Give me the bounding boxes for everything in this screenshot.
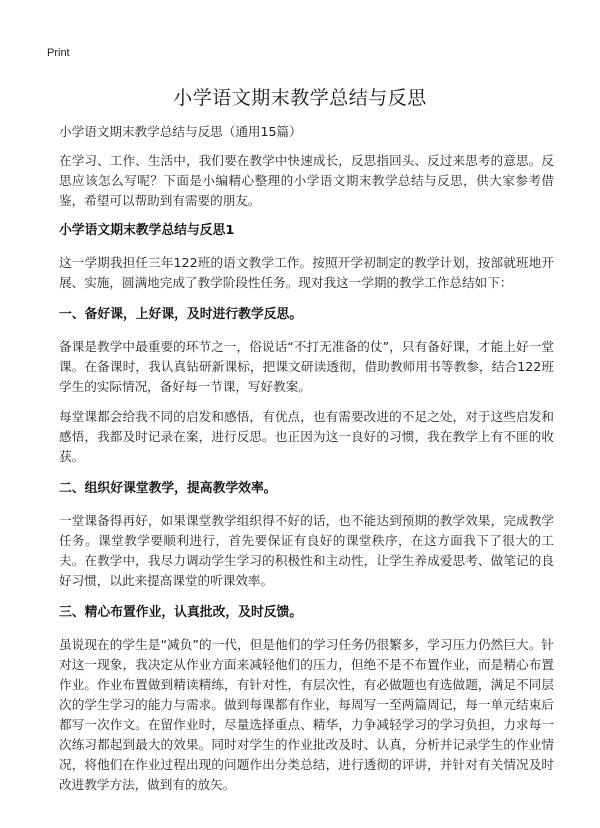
heading-2: 二、组织好课堂教学，提高教学效率。 [59,481,277,496]
paragraph-1b: 每堂课都会给我不同的启发和感悟，有优点，也有需要改进的不足之处，对于这些启发和感悟，我都及时记录在案，进行反思。也正因为这一良好的习惯，我在教学上有不匪的收获。 [59,409,554,464]
article-body [59,122,554,805]
page-title: 小学语文期末教学总结与反思 [173,87,427,109]
section-intro-paragraph: 这一学期我担任三年122班的语文教学工作。按照开学初制定的教学计划，按部就班地开展、实施，圆满地完成了教学阶段性任务。现对我这一学期的教学工作总结如下： [59,255,554,290]
section-title: 小学语文期末教学总结与反思1 [59,223,235,238]
paragraph-2: 一堂课备得再好，如果课堂教学组织得不好的话，也不能达到预期的教学效果，完成教学任务。课堂教学要顺利进行，首先要保证有良好的课堂秩序，在这方面我下了很大的工夫。在教学中，我尽力调动学生学习的积极性和主动性，让学生养成爱思考、做笔记的良好习惯，以此来提高课堂的听课效率。 [59,513,554,588]
heading-1: 一、备好课，上好课，及时进行教学反思。 [59,307,303,322]
intro-paragraph: 在学习、工作、生活中，我们要在教学中快速成长，反思指回头、反过来思考的意思。反思应该怎么写呢？下面是小编精心整理的小学语文期末教学总结与反思，供大家参考借鉴，希望可以帮助到有需要的朋友。 [59,153,554,208]
paragraph-1a: 备课是教学中最重要的环节之一，俗说话“不打无准备的仗”，只有备好课，才能上好一堂课。在备课时，我认真钻研新课标，把课文研读透彻，借助教师用书等教参，结合122班学生的实际情况，备好每一节课，写好教案。 [59,339,554,394]
article-subtitle: 小学语文期末教学总结与反思（通用15篇） [59,124,302,139]
print-link[interactable]: Print [47,47,70,59]
paragraph-3: 虽说现在的学生是“减负”的一代，但是他们的学习任务仍很繁多，学习压力仍然巨大。针对这一现象，我决定从作业方面来减轻他们的压力，但绝不是不布置作业，而是精心布置作业。作业布置做到精读精练，有针对性，有层次性，有必做题也有选做题，满足不同层次的学生学习的能力与需求。做到每课都有作业，每周写一至两篇周记，每一单元结束后都写一次作文。在留作业时，尽量选择重点、精华，力争减轻学习的学习负担，力求每一次练习都起到最大的效果。同时对学生的作业批改及时、认真，分析并记录学生的作业情况，将他们在作业过程出现的问题作出分类总结，进行透彻的评讲，并针对有关情况及时改进教学方法，做到有的放矢。 [59,637,554,792]
heading-3: 三、精心布置作业，认真批改，及时反馈。 [59,605,303,620]
